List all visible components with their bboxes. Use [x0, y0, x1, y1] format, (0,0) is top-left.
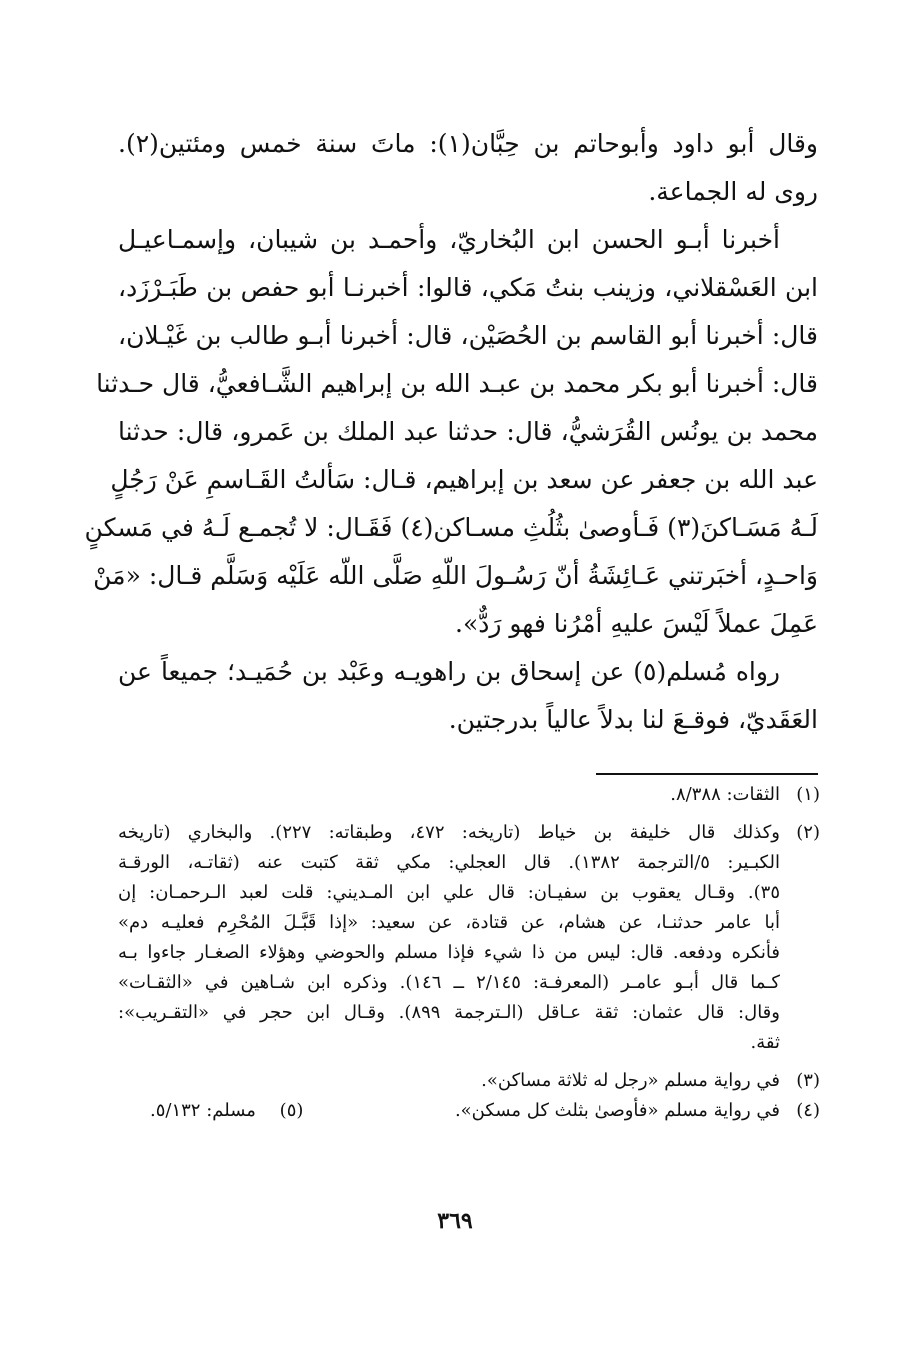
footnote-line: كـما قال أبـو عامـر (المعرفـة: ٢/١٤٥ ــ ١٤٦). وذكره ابن شـاهين في «الثقـات»	[118, 972, 780, 993]
text-line: رواه مُسلم(٥) عن إسحاق بن راهويـه وعَبْد بن حُمَيـد؛ جميعاً عن	[118, 657, 781, 686]
footnote-1	[118, 780, 820, 810]
footnotes	[118, 780, 820, 1126]
footnote-2	[118, 818, 820, 1058]
footnote-number: (٣)	[796, 1070, 820, 1091]
footnote-5	[118, 1096, 303, 1126]
footnote-line: وقال: قال عثمان: ثقة عـاقل (الـترجمة ٨٩٩). وقـال ابن حجر في «التقـريب»:	[118, 1002, 780, 1023]
footnote-text: في رواية مسلم «رجل له ثلاثة مساكن».	[481, 1070, 780, 1091]
text-line: وقال أبو داود وأبوحاتم بن حِبَّان(١): ماتَ سنة خمس ومئتين(٢).	[118, 129, 819, 158]
text-line: ابن العَسْقلاني، وزينب بنتُ مَكي، قالوا: أخبرنـا أبو حفص بن طَبَـرْزَد،	[118, 273, 818, 302]
footnote-text: الثقات: ٨/٣٨٨.	[670, 784, 780, 805]
footnote-line: الكبـير: ٥/الترجمة ١٣٨٢). قال العجلي: مكي ثقة كتبت عنه (ثقاتـه، الورقـة	[118, 852, 780, 873]
text-line: محمد بن يونُس القُرَشيُّ، قال: حدثنا عبد الملك بن عَمرو، قال: حدثنا	[118, 417, 818, 446]
text-line: العَقَديّ، فوقـعَ لنا بدلاً عالياً بدرجتين.	[448, 705, 818, 734]
page-number: ٣٦٩	[437, 1208, 473, 1234]
text-line: قال: أخبرنا أبو بكر محمد بن عبـد الله بن إبراهيم الشَّـافعيُّ، قال حـدثنا	[96, 369, 818, 398]
text-line: لَـهُ مَسَـاكنَ(٣) فَـأوصىٰ بثُلُثِ مسـاكن(٤) فَقَـال: لا تُجمـع لَـهُ في مَسكنٍ	[84, 513, 818, 542]
footnote-number: (٥)	[279, 1100, 304, 1121]
text-line: قال: أخبرنا أبو القاسم بن الحُصَيْن، قال: أخبرنا أبـو طالب بن غَيْـلان،	[118, 321, 818, 350]
footnote-text: في رواية مسلم «فأوصىٰ بثلث كل مسكن».	[454, 1100, 780, 1121]
footnote-4	[400, 1096, 820, 1126]
footnote-text: مسلم: ٥/١٣٢.	[150, 1100, 256, 1121]
text-line: روى له الجماعة.	[648, 177, 818, 206]
footnote-line: وكذلك قال خليفة بن خياط (تاريخه: ٤٧٢، وطبقاته: ٢٢٧). والبخاري (تاريخه	[118, 822, 780, 843]
footnote-line: فأنكره ودفعه. قال: ليس من ذا شيء فإذا مسلم والحوضي وهؤلاء الصغـار جاءوا بـه	[118, 942, 780, 963]
footnote-line: ٣٥). وقـال يعقوب بن سفيـان: قال علي ابن المـديني: قلت لعبد الـرحمـان: إن	[118, 882, 780, 903]
main-text	[84, 120, 819, 744]
footnote-line: أبا عامر حدثنـا، عن هشام، عن قتادة، عن سعيد: «إذا قَبَّـلَ المُحْرِم فعليـه دم»	[118, 912, 780, 933]
text-line: أخبرنا أبـو الحسن ابن البُخاريّ، وأحمـد بن شيبان، وإسمـاعيـل	[118, 225, 780, 254]
footnote-line: ثقة.	[750, 1032, 780, 1053]
footnote-separator	[596, 773, 818, 775]
text-line: عبد الله بن جعفر عن سعد بن إبراهيم، قـال: سَألتُ القَـاسمِ عَنْ رَجُلٍ	[110, 465, 818, 494]
text-line: وَاحـدٍ، أخبَرتني عَـائِشَةُ أنّ رَسُـولَ اللّهِ صَلَّى اللّه عَلَيْه وَسَلَّم قـال: «مَنْ	[93, 561, 818, 590]
footnote-number: (٢)	[796, 822, 820, 843]
footnote-row	[118, 1096, 820, 1126]
footnote-3	[118, 1066, 820, 1096]
footnote-number: (٤)	[796, 1100, 820, 1121]
footnote-number: (١)	[796, 784, 820, 805]
text-line: عَمِلَ عملاً لَيْسَ عليهِ أمْرُنا فهو رَدٌّ».	[455, 609, 818, 638]
